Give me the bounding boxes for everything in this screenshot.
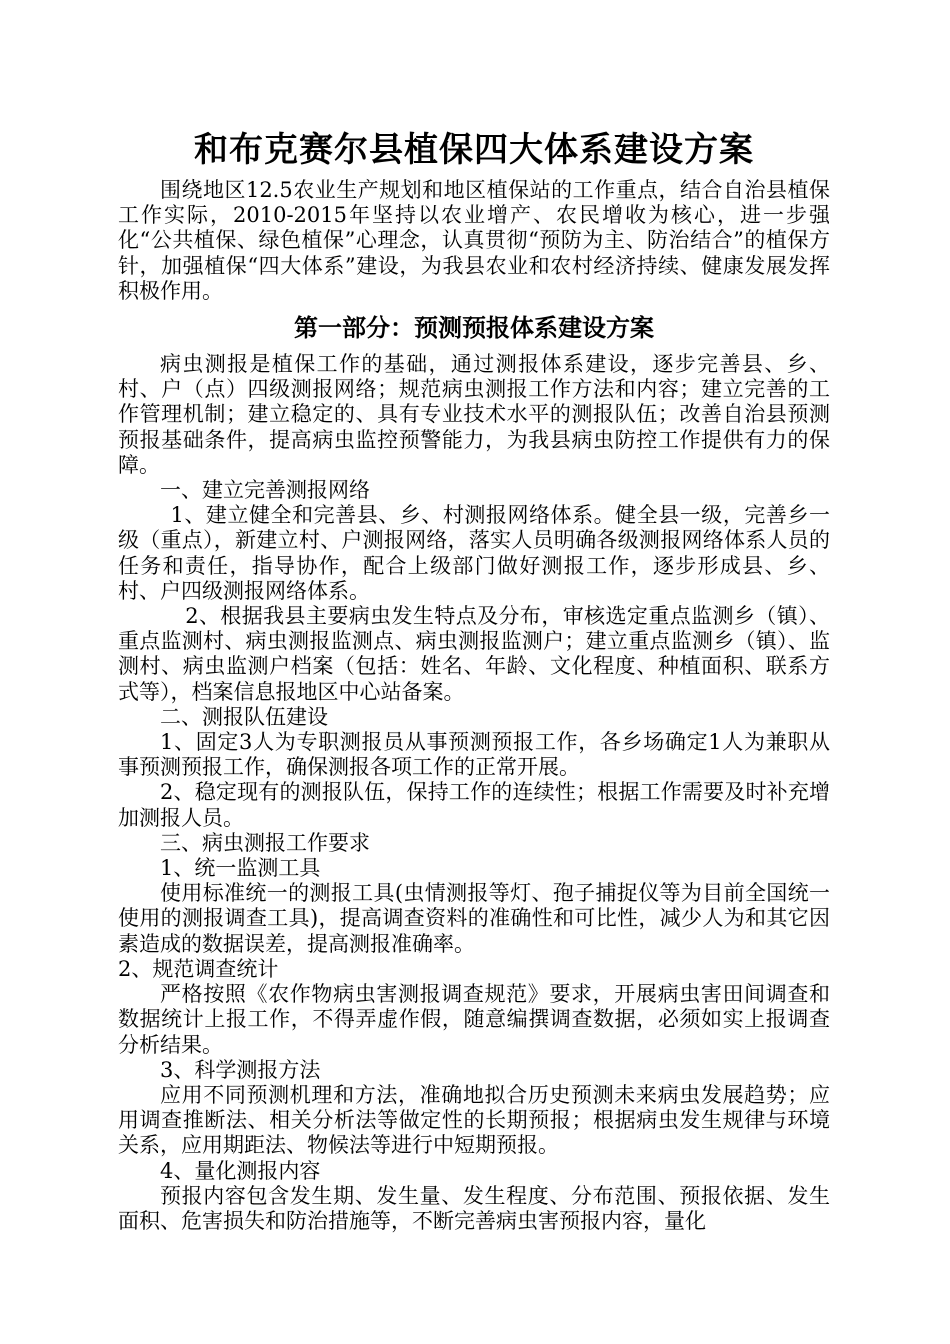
intro-paragraph: 围绕地区12.5农业生产规划和地区植保站的工作重点，结合自治县植保工作实际，2010-2015年坚持以农业增产、农民增收为核心，进一步强化“公共植保、绿色植保”心理念，认真贯彻“预防为主、防治结合”的植保方针，加强植保“四大体系”建设，为我县农业和农村经济持续、健康发展发挥积极作用。 [118, 178, 830, 303]
document-page [118, 122, 830, 1234]
paragraph-team-2: 2、稳定现有的测报队伍，保持工作的连续性；根据工作需要及时补充增加测报人员。 [118, 780, 830, 830]
subheading-tools: 1、统一监测工具 [160, 856, 321, 881]
subheading-methods: 3、科学测报方法 [160, 1057, 321, 1082]
part1-title: 第一部分：预测预报体系建设方案 [294, 314, 654, 343]
subheading-statistics: 2、规范调查统计 [118, 956, 279, 981]
paragraph-content: 预报内容包含发生期、发生量、发生程度、分布范围、预报依据、发生面积、危害损失和防治措施等，不断完善病虫害预报内容，量化 [118, 1183, 830, 1233]
paragraph-team-1: 1、固定3人为专职测报员从事预测预报工作，各乡场确定1人为兼职从事预测预报工作，确保测报各项工作的正常开展。 [118, 730, 830, 780]
paragraph-methods: 应用不同预测机理和方法，准确地拟合历史预测未来病虫发展趋势；应用调查推断法、相关分析法等做定性的长期预报；根据病虫发生规律与环境关系，应用期距法、物候法等进行中短期预报。 [118, 1082, 830, 1158]
document-title: 和布克赛尔县植保四大体系建设方案 [194, 130, 754, 170]
heading-requirements: 三、病虫测报工作要求 [160, 830, 370, 855]
paragraph-statistics: 严格按照《农作物病虫害测报调查规范》要求，开展病虫害田间调查和数据统计上报工作，不得弄虚作假，随意编撰调查数据，必须如实上报调查分析结果。 [118, 982, 830, 1057]
heading-network: 一、建立完善测报网络 [160, 478, 370, 503]
subheading-content: 4、量化测报内容 [160, 1158, 321, 1183]
paragraph-network-1: 1、建立健全和完善县、乡、村测报网络体系。健全县一级，完善乡一级（重点），新建立村、户测报网络，落实人员明确各级测报网络体系人员的任务和责任，指导协作，配合上级部门做好测报工作，逐步形成县、乡、村、户四级测报网络体系。 [118, 503, 830, 603]
paragraph-tools: 使用标准统一的测报工具(虫情测报等灯、孢子捕捉仪等为目前全国统一使用的测报调查工具)，提高调查资料的准确性和可比性，减少人为和其它因素造成的数据误差，提高测报准确率。 [118, 881, 830, 956]
paragraph-network-2: 2、根据我县主要病虫发生特点及分布，审核选定重点监测乡（镇）、重点监测村、病虫测报监测点、病虫测报监测户；建立重点监测乡（镇）、监测村、病虫监测户档案（包括：姓名、年龄、文化程度、种植面积、联系方式等），档案信息报地区中心站备案。 [118, 604, 830, 704]
part1-intro-paragraph: 病虫测报是植保工作的基础，通过测报体系建设，逐步完善县、乡、村、户（点）四级测报网络；规范病虫测报工作方法和内容；建立完善的工作管理机制；建立稳定的、具有专业技术水平的测报队伍；改善自治县预测预报基础条件，提高病虫监控预警能力，为我县病虫防控工作提供有力的保障。 [118, 352, 830, 477]
heading-team: 二、测报队伍建设 [160, 704, 328, 729]
